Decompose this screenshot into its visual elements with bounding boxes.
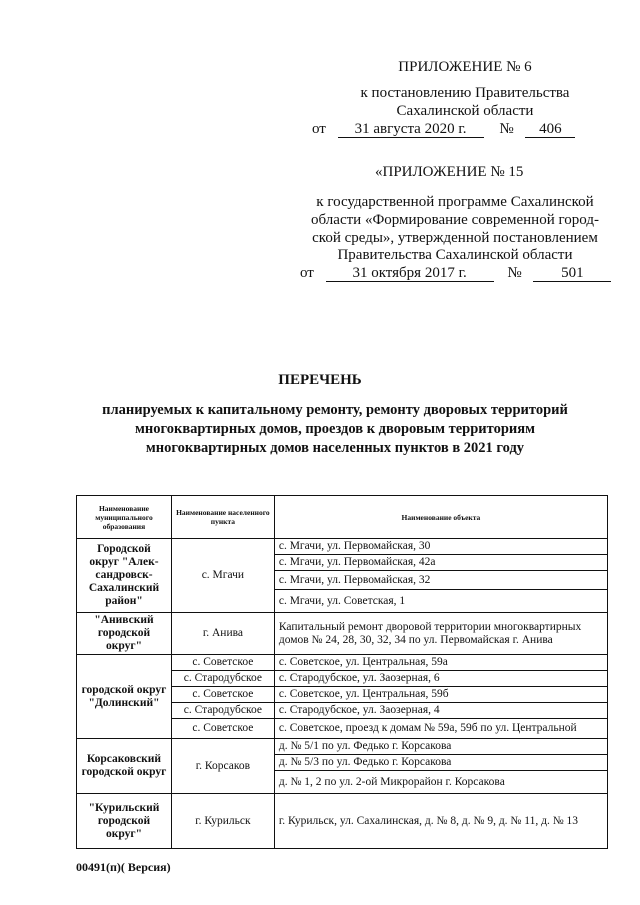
heading-line-2: многоквартирных домов, проездов к дворовым территориям [135,421,535,437]
heading-line-1: планируемых к капитальному ремонту, ремонту дворовых территорий [102,402,568,418]
appendix15-title: «ПРИЛОЖЕНИЕ № 15 [375,164,524,180]
settlement-cell: г. Курильск [171,794,274,849]
objects-table [76,495,608,849]
object-cell: с. Стародубское, ул. Заозерная, 6 [274,671,607,687]
object-cell: с. Стародубское, ул. Заозерная, 4 [274,703,607,719]
appendix15-number-label: № [507,265,522,281]
object-cell: с. Мгачи, ул. Первомайская, 30 [274,539,607,555]
settlement-cell: с. Советское [171,719,274,739]
appendix-line-2: Сахалинской области [396,103,534,119]
appendix15-line-4: Правительства Сахалинской области [337,247,573,263]
settlement-cell: с. Советское [171,655,274,671]
object-cell: д. № 5/1 по ул. Федько г. Корсакова [274,739,607,755]
appendix15-line-2: области «Формирование современной город- [311,212,599,228]
object-cell: с. Мгачи, ул. Первомайская, 32 [274,571,607,590]
header-object: Наименование объекта [274,496,607,539]
object-cell: с. Мгачи, ул. Советская, 1 [274,590,607,613]
table-row [77,539,608,555]
object-cell: д. № 1, 2 по ул. 2-ой Микрорайон г. Корсакова [274,771,607,794]
object-cell: с. Советское, проезд к домам № 59а, 59б по ул. Центральной [274,719,607,739]
header-municipality: Наименование муниципального образования [77,496,172,539]
appendix15-from-label: от [300,265,314,281]
settlement-cell: г. Анива [171,613,274,655]
object-cell: г. Курильск, ул. Сахалинская, д. № 8, д. № 9, д. № 11, д. № 13 [274,794,607,849]
table-row [77,794,608,849]
appendix15-date-row [300,264,611,282]
appendix-date-row [312,120,575,138]
settlement-cell: с. Стародубское [171,703,274,719]
municipality-cell: Корсаковский городской округ [77,739,172,794]
municipality-cell: городской округ "Долинский" [77,655,172,739]
object-cell: Капитальный ремонт дворовой территории многоквартирных домов № 24, 28, 30, 32, 34 по ул. Первомайская г. Анива [274,613,607,655]
appendix15-number: 501 [533,265,611,282]
object-cell: с. Мгачи, ул. Первомайская, 42а [274,555,607,571]
municipality-cell: "Анивский городской округ" [77,613,172,655]
header-settlement: Наименование населенного пункта [171,496,274,539]
appendix15-line-1: к государственной программе Сахалинской [316,194,594,210]
document-version-footer: 00491(п)( Версия) [76,860,171,874]
settlement-cell: с. Советское [171,687,274,703]
object-cell: с. Советское, ул. Центральная, 59а [274,655,607,671]
document-title: ПЕРЕЧЕНЬ [278,372,362,388]
settlement-cell: г. Корсаков [171,739,274,794]
municipality-cell: Городской округ "Алек-сандровск-Сахалинский район" [77,539,172,613]
settlement-cell: с. Стародубское [171,671,274,687]
municipality-cell: "Курильский городской округ" [77,794,172,849]
appendix-date: 31 августа 2020 г. [338,121,484,138]
table-header-row [77,496,608,539]
table-row [77,655,608,671]
appendix-number: 406 [525,121,575,138]
appendix15-line-3: ской среды», утвержденной постановлением [312,230,598,246]
table-row [77,613,608,655]
table-row [77,739,608,755]
appendix-from-label: от [312,121,326,137]
appendix-number-label: № [499,121,514,137]
appendix-title: ПРИЛОЖЕНИЕ № 6 [398,59,532,75]
heading-line-3: многоквартирных домов населенных пунктов в 2021 году [145,440,525,456]
object-cell: с. Советское, ул. Центральная, 59б [274,687,607,703]
object-cell: д. № 5/3 по ул. Федько г. Корсакова [274,755,607,771]
appendix-line-1: к постановлению Правительства [360,85,570,101]
appendix15-date: 31 октября 2017 г. [326,265,494,282]
settlement-cell: с. Мгачи [171,539,274,613]
